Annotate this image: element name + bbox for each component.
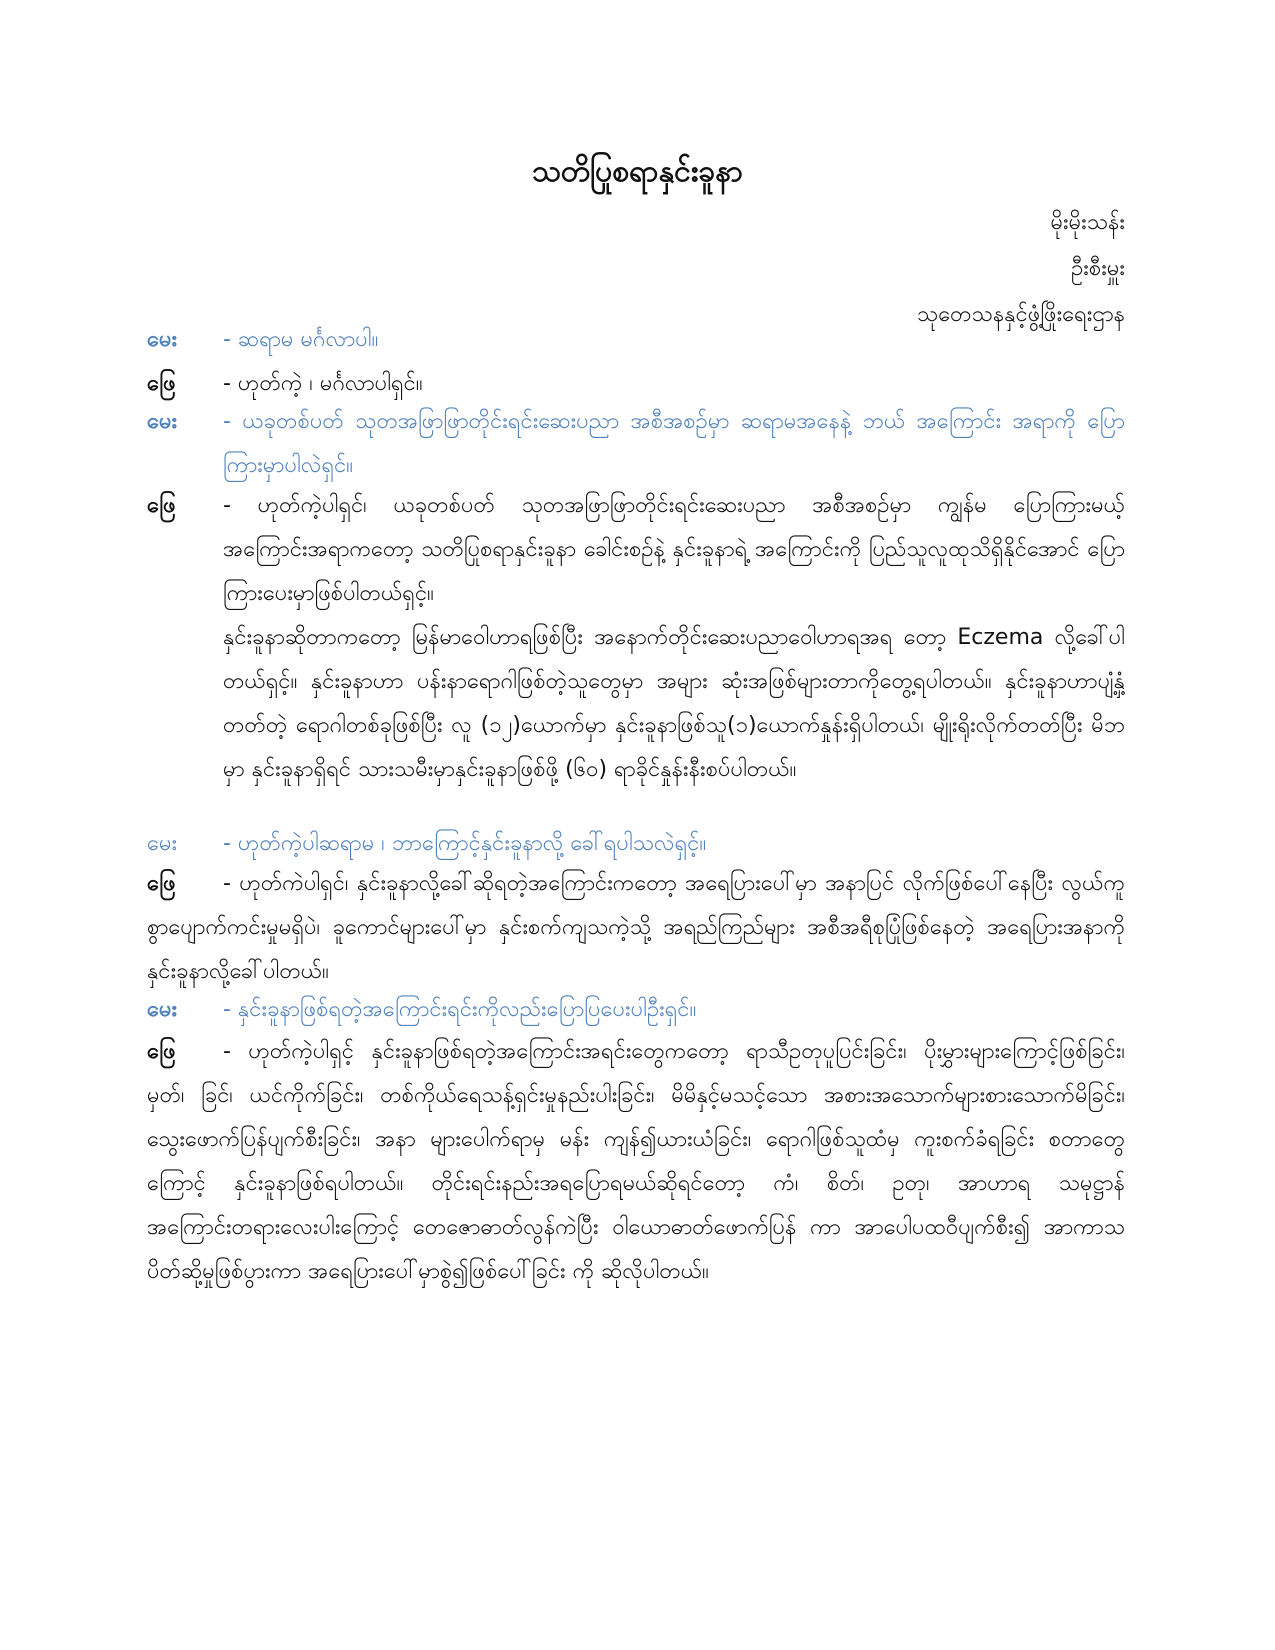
question-line: - နှင်းခူနာဖြစ်ရတဲ့အကြောင်းရင်းကိုလည်းပြောပြပေးပါဦးရှင်။ (223, 997, 697, 1022)
question-line: - ဆရာမ မင်္ဂလာပါ။ (223, 327, 379, 352)
question-3 (147, 822, 1125, 866)
answer-text (147, 862, 1125, 994)
question-1 (147, 318, 1125, 362)
answer-text (147, 1030, 1125, 1294)
question-label: မေး (147, 997, 178, 1022)
document-title: သတိပြုစရာနှင်းခူနာ (531, 154, 744, 189)
question-line: - ဟုတ်ကဲ့ပါဆရာမ ၊ ဘာကြောင့်နှင်းခူနာလို့ ခေါ်ရပါသလဲရှင့်။ (223, 831, 707, 856)
answer-label: ဖြေ (147, 371, 176, 396)
question-label: မေး (147, 327, 178, 352)
question-text (223, 400, 1125, 488)
answer-label: ဖြေ (147, 1039, 176, 1064)
question-label: မေး (147, 409, 178, 434)
answer-paragraph: - ဟုတ်ကဲပါရှင်၊ နှင်းခူနာလို့ခေါ်ဆိုရတဲ့အကြောင်းကတော့ အရေပြားပေါ်မှာ အနာပြင် လိုက်ဖြစ်ပေါ်နေပြီး လွယ်ကူစွာပျောက်ကင်းမှုမရှိပဲ၊ ခူကောင်များပေါ်မှာ နှင်းစက်ကျသကဲ့သို့ အရည်ကြည်များ အစီအရီစုပြုံဖြစ်နေတဲ့ အရေပြားအနာကို နှင်းခူနာလို့ခေါ်ပါတယ်။ (147, 871, 1125, 984)
answer-label: ဖြေ (147, 493, 176, 518)
answer-text (223, 484, 1125, 792)
answer-4 (147, 1030, 1125, 1294)
question-label: မေး (147, 831, 178, 856)
author-position: ဦးစီးမှူး (1071, 256, 1125, 281)
question-text (223, 988, 1125, 1032)
answer-line: - ဟုတ်ကဲ့ ၊ မင်္ဂလာပါရှင်။ (223, 371, 423, 396)
author-name: မိုးမိုးသန်း (1050, 210, 1125, 235)
answer-2 (147, 484, 1125, 792)
answer-paragraph: - ဟုတ်ကဲ့ပါရှင်၊ ယခုတစ်ပတ် သုတအဖြာဖြာတိုင်းရင်းဆေးပညာ အစီအစဉ်မှာ ကျွန်မ ပြောကြားမယ့်အကြောင်းအရာကတော့ သတိပြုစရာနှင်းခူနာ ခေါင်းစဉ်နဲ့ နှင်းခူနာရဲ့ အကြောင်းကို ပြည်သူလူထုသိရှိနိုင်အောင် ပြောကြားပေးမှာဖြစ်ပါတယ်ရှင့်။ (223, 493, 1125, 606)
answer-paragraph: နှင်းခူနာဆိုတာကတော့ မြန်မာဝေါဟာရဖြစ်ပြီး အနောက်တိုင်းဆေးပညာဝေါဟာရအရ တော့ Eczema လို့ခေါ်ပါတယ်ရှင့်။ နှင်းခူနာဟာ ပန်းနာရောဂါဖြစ်တဲ့သူတွေမှာ အများ ဆုံးအဖြစ်များတာကိုတွေ့ရပါတယ်။ နှင်းခူနာဟာပျံ့နှံ့တတ်တဲ့ ရောဂါတစ်ခုဖြစ်ပြီး လူ (၁၂)ယောက်မှာ နှင်းခူနာဖြစ်သူ(၁)ယောက်နှုန်းရှိပါတယ်၊ မျိုးရိုးလိုက်တတ်ပြီး မိဘမှာ နှင်းခူနာရှိရင် သားသမီးမှာနှင်းခူနာဖြစ်ဖို့ (၆၀) ရာခိုင်နှုန်းနီးစပ်ပါတယ်။ (223, 625, 1125, 782)
question-text (223, 318, 1125, 362)
question-line: - ယခုတစ်ပတ် သုတအဖြာဖြာတိုင်းရင်းဆေးပညာ အစီအစဉ်မှာ ဆရာမအနေနဲ့ ဘယ် အကြောင်း အရာကို ပြောကြားမှာပါလဲရှင်။ (223, 409, 1125, 478)
answer-label: ဖြေ (147, 871, 176, 896)
question-4 (147, 988, 1125, 1032)
question-text (223, 822, 1125, 866)
answer-paragraph: - ဟုတ်ကဲ့ပါရှင့် နှင်းခူနာဖြစ်ရတဲ့အကြောင်းအရင်းတွေကတော့ ရာသီဥတုပူပြင်းခြင်း၊ ပိုးမွှားများကြောင့်ဖြစ်ခြင်း၊ မှတ်၊ ခြင်၊ ယင်ကိုက်ခြင်း၊ တစ်ကိုယ်ရေသန့်ရှင်းမှုနည်းပါးခြင်း၊ မိမိနှင့်မသင့်သော အစားအသောက်များစားသောက်မိခြင်း၊ သွေးဖောက်ပြန်ပျက်စီးခြင်း၊ အနာ များပေါက်ရာမှ မန်း ကျန်၍ယားယံခြင်း၊ ရောဂါဖြစ်သူထံမှ ကူးစက်ခံရခြင်း စတာတွေကြောင့် နှင်းခူနာဖြစ်ရပါတယ်။ တိုင်းရင်းနည်းအရပြောရမယ်ဆိုရင်တော့ ကံ၊ စိတ်၊ ဥတု၊ အာဟာရ သမုဋ္ဌာန် အကြောင်းတရားလေးပါးကြောင့် တေဇောဓာတ်လွန်ကဲပြီး ဝါယောဓာတ်ဖောက်ပြန် ကာ အာပေါပထဝီပျက်စီး၍ အာကာသပိတ်ဆို့မှုဖြစ်ပွားကာ အရေပြားပေါ်မှာစွဲ၍ဖြစ်ပေါ်ခြင်း ကို ဆိုလိုပါတယ်။ (147, 1039, 1125, 1284)
question-2 (147, 400, 1125, 488)
author-department: သုတေသနနှင့်ဖွံ့ဖြိုးရေးဌာန (916, 302, 1125, 327)
answer-3 (147, 862, 1125, 994)
